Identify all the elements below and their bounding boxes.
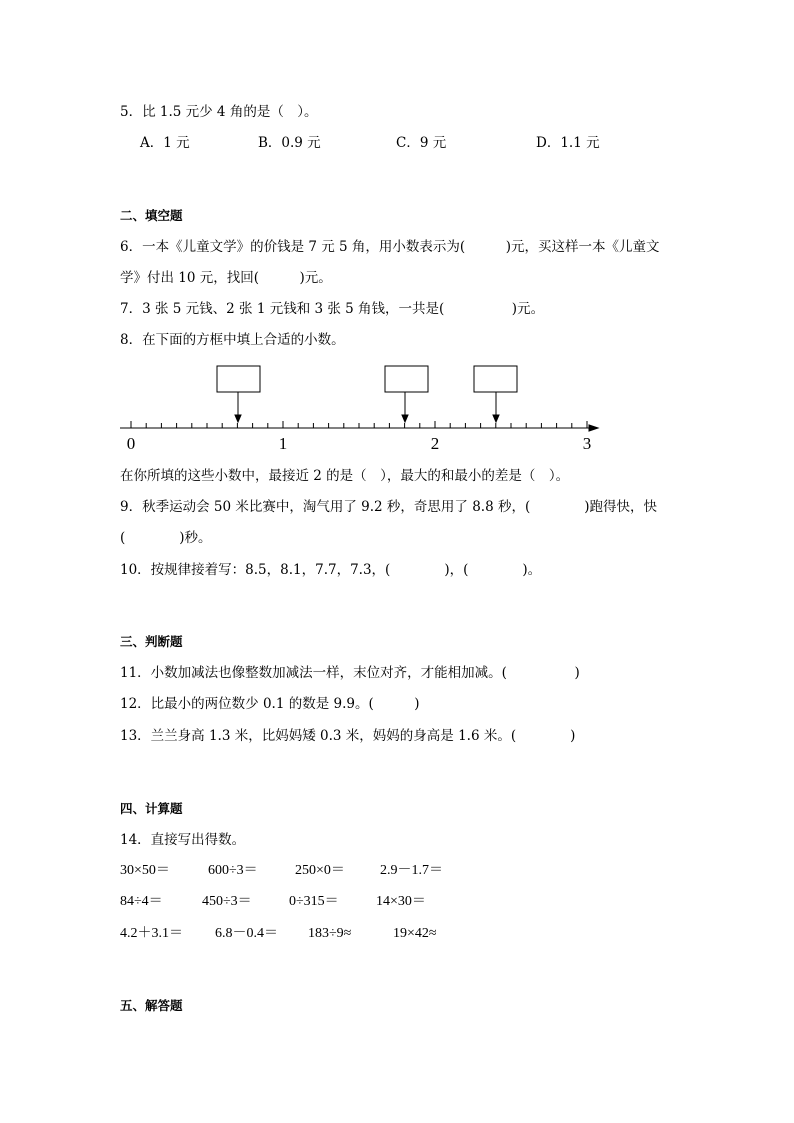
calc-item: 6.8－0.4＝	[215, 926, 278, 941]
calc-item: 4.2＋3.1＝	[120, 926, 183, 941]
answer-box-1[interactable]	[217, 366, 260, 392]
q5-option-b[interactable]: B．0.9 元	[258, 135, 321, 151]
tick-label: 2	[430, 434, 440, 453]
calc-item: 250×0＝	[295, 863, 345, 878]
number-line-labels	[127, 434, 592, 453]
calc-item: 84÷4＝	[120, 894, 163, 909]
calc-item: 19×42≈	[393, 926, 437, 941]
q5-option-c[interactable]: C．9 元	[396, 135, 447, 151]
tick-label: 0	[126, 434, 136, 453]
q10-text: 10．按规律接着写：8.5，8.1，7.7，7.3，( )，( )。	[120, 562, 542, 578]
q7-text: 7．3 张 5 元钱、2 张 1 元钱和 3 张 5 角钱，一共是( )元。	[120, 301, 545, 317]
q9-text-line2: ( )秒。	[120, 530, 212, 546]
section-title-fill-in: 二、填空题	[120, 208, 183, 223]
tick-label: 1	[278, 434, 288, 453]
section-title-true-false: 三、判断题	[120, 634, 183, 649]
q11-text: 11．小数加减法也像整数加减法一样，末位对齐，才能相加减。( )	[120, 665, 580, 681]
calc-item: 183÷9≈	[308, 926, 352, 941]
calc-item: 14×30＝	[376, 894, 426, 909]
q8-text: 8．在下面的方框中填上合适的小数。	[120, 332, 345, 348]
section-title-calculation: 四、计算题	[120, 801, 183, 816]
q5-text: 5．比 1.5 元少 4 角的是（ ）。	[120, 104, 318, 120]
q5-option-d[interactable]: D．1.1 元	[536, 135, 600, 151]
q6-text-line1: 6．一本《儿童文学》的价钱是 7 元 5 角，用小数表示为( )元，买这样一本《儿童文	[120, 239, 660, 255]
pointer-arrows	[235, 392, 499, 422]
calc-item: 30×50＝	[120, 863, 170, 878]
calc-item: 0÷315＝	[289, 894, 339, 909]
number-line-figure	[0, 360, 794, 460]
q8-followup-text: 在你所填的这些小数中，最接近 2 的是（ ），最大的和最小的差是（ ）。	[120, 468, 570, 484]
q13-text: 13．兰兰身高 1.3 米，比妈妈矮 0.3 米，妈妈的身高是 1.6 米。( )	[120, 728, 576, 744]
answer-box-2[interactable]	[385, 366, 428, 392]
calc-item: 2.9－1.7＝	[380, 863, 443, 878]
answer-box-3[interactable]	[474, 366, 517, 392]
calc-item: 450÷3＝	[202, 894, 252, 909]
tick-label: 3	[582, 434, 592, 453]
section-title-word-problems: 五、解答题	[120, 998, 183, 1013]
q5-option-a[interactable]: A．1 元	[140, 135, 190, 151]
q12-text: 12．比最小的两位数少 0.1 的数是 9.9。( )	[120, 696, 420, 712]
number-line-ticks	[131, 421, 587, 428]
q6-text-line2: 学》付出 10 元，找回( )元。	[120, 270, 332, 286]
q9-text-line1: 9．秋季运动会 50 米比赛中，淘气用了 9.2 秒，奇思用了 8.8 秒，( )跑得快，快	[120, 499, 657, 515]
calc-item: 600÷3＝	[208, 863, 258, 878]
q14-text: 14．直接写出得数。	[120, 832, 246, 848]
